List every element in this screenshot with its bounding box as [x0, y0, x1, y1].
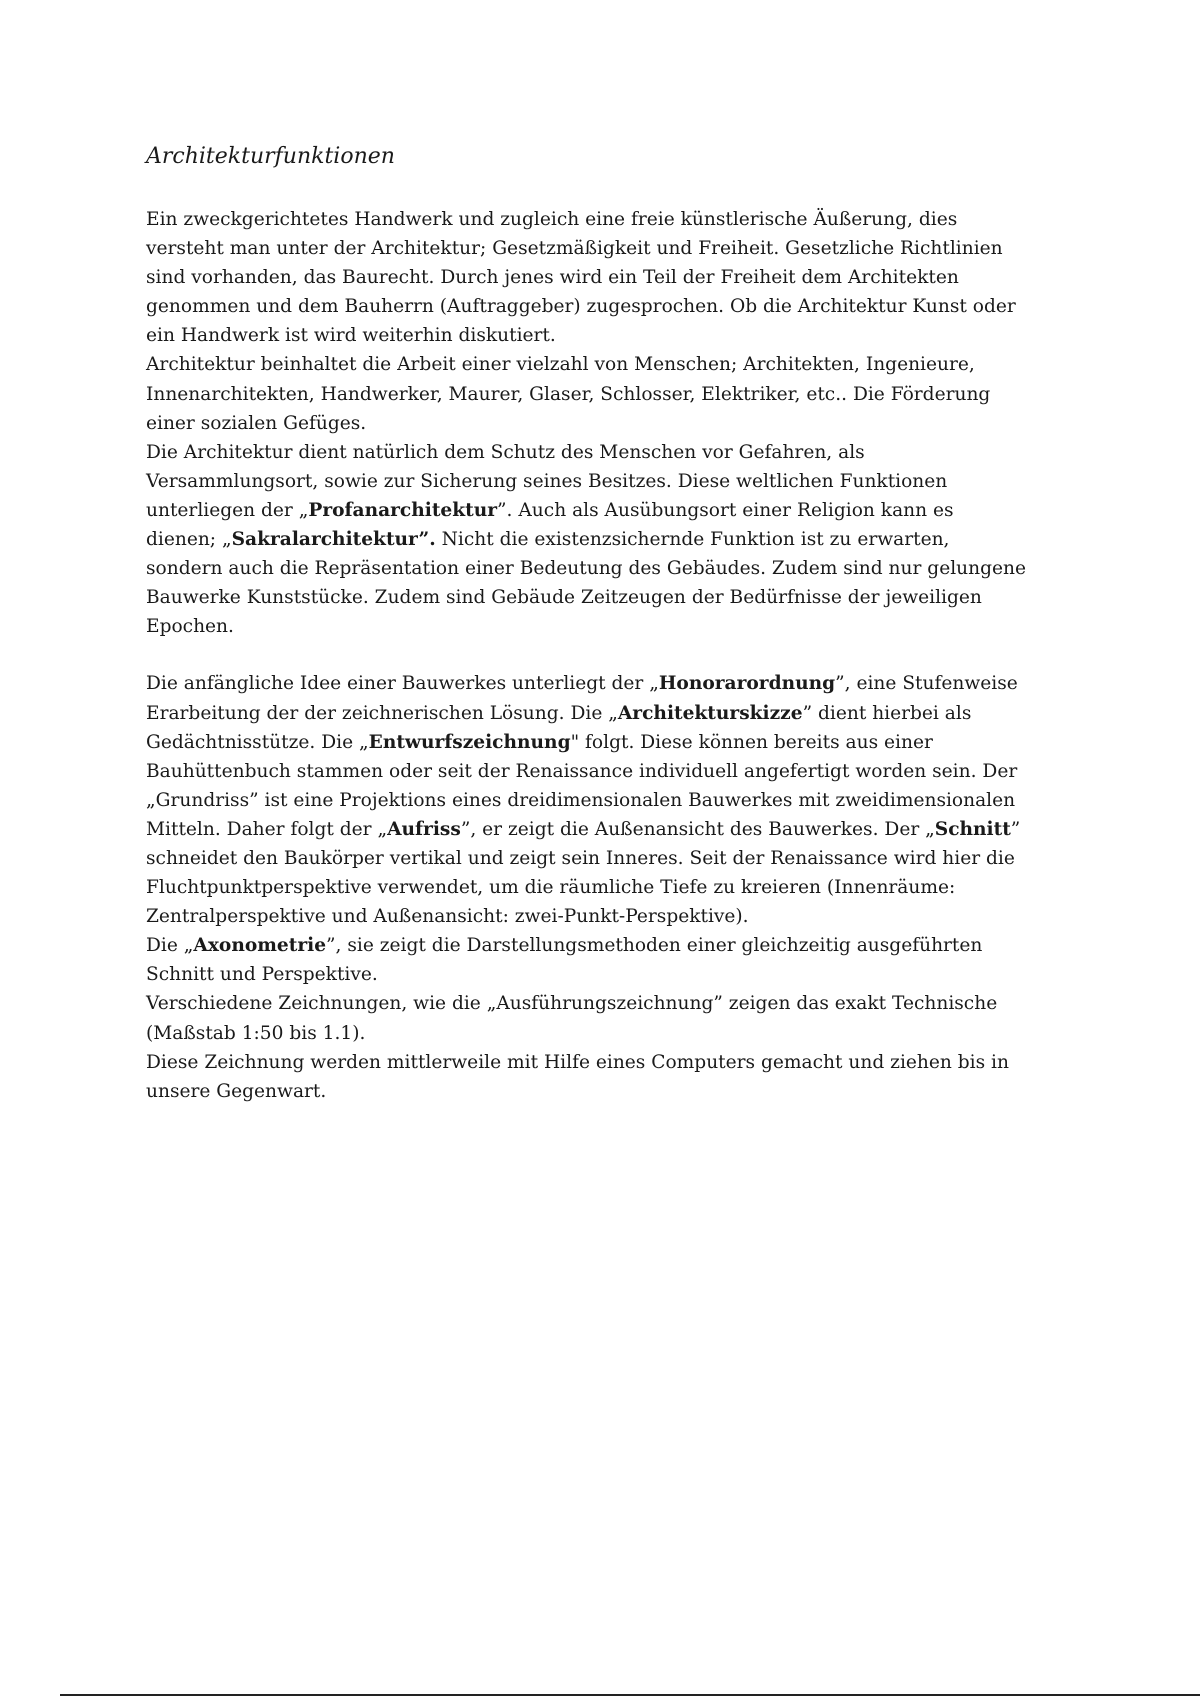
- text-span: Die „: [146, 935, 194, 957]
- text-span: ”, eine Stufenweise: [835, 673, 1018, 695]
- text-line: Versammlungsort, sowie zur Sicherung seines Besitzes. Diese weltlichen Funktionen: [146, 470, 948, 492]
- text-line: versteht man unter der Architektur; Gesetzmäßigkeit und Freiheit. Gesetzliche Richtlinien: [146, 238, 1003, 260]
- text-line: Die Architektur dient natürlich dem Schutz des Menschen vor Gefahren, als: [146, 441, 865, 463]
- text-span: ”, sie zeigt die Darstellungsmethoden einer gleichzeitig ausgeführten: [326, 935, 983, 957]
- paragraph-gap: [146, 641, 1076, 669]
- text-line: Bauhüttenbuch stammen oder seit der Renaissance individuell angefertigt worden sein. Der: [146, 760, 1018, 782]
- text-line: ein Handwerk ist wird weiterhin diskutiert.: [146, 325, 556, 347]
- text-span: ”: [1010, 818, 1021, 840]
- text-span: Erarbeitung der der zeichnerischen Lösung. Die „: [146, 702, 618, 724]
- term-sakralarchitektur: Sakralarchitektur”.: [231, 529, 436, 551]
- text-line: sondern auch die Repräsentation einer Bedeutung des Gebäudes. Zudem sind nur gelungene: [146, 558, 1026, 580]
- term-profanarchitektur: Profanarchitektur: [308, 499, 498, 521]
- text-line: unsere Gegenwart.: [146, 1080, 327, 1102]
- text-line: sind vorhanden, das Baurecht. Durch jenes wird ein Teil der Freiheit dem Architekten: [146, 267, 959, 289]
- text-line: [146, 669, 1076, 698]
- term-architekturskizze: Architekturskizze: [617, 702, 803, 724]
- text-line: Schnitt und Perspektive.: [146, 964, 378, 986]
- term-entwurfszeichnung: Entwurfszeichnung: [368, 731, 571, 753]
- term-honorarordnung: Honorarordnung: [658, 673, 836, 695]
- text-line: Architektur beinhaltet die Arbeit einer vielzahl von Menschen; Architekten, Ingenieure,: [146, 354, 975, 376]
- text-span: ”. Auch als Ausübungsort einer Religion kann es: [497, 499, 954, 521]
- document-body: [146, 205, 1076, 1106]
- document-title: Architekturfunktionen: [146, 144, 395, 169]
- text-line: schneidet den Baukörper vertikal und zeigt sein Inneres. Seit der Renaissance wird hier die: [146, 847, 1015, 869]
- text-line: Diese Zeichnung werden mittlerweile mit Hilfe eines Computers gemacht und ziehen bis in: [146, 1051, 1009, 1073]
- page-bottom-rule: [60, 1694, 1200, 1696]
- text-line: [146, 525, 1076, 554]
- term-aufriss: Aufriss: [387, 818, 461, 840]
- text-span: Die anfängliche Idee einer Bauwerkes unterliegt der „: [146, 673, 659, 695]
- text-line: Ein zweckgerichtetes Handwerk und zugleich eine freie künstlerische Äußerung, dies: [146, 209, 958, 230]
- text-span: " folgt. Diese können bereits aus einer: [570, 731, 933, 753]
- text-span: dienen; „: [146, 529, 232, 551]
- text-span: Nicht die existenzsichernde Funktion ist zu erwarten,: [435, 529, 950, 551]
- text-line: „Grundriss” ist eine Projektions eines dreidimensionalen Bauwerkes mit zweidimensionalen: [146, 789, 1016, 811]
- text-line: Zentralperspektive und Außenansicht: zwei-Punkt-Perspektive).: [146, 906, 749, 928]
- text-line: [146, 699, 1076, 728]
- text-span: unterliegen der „: [146, 499, 309, 521]
- text-span: Gedächtnisstütze. Die „: [146, 731, 369, 753]
- text-line: Bauwerke Kunststücke. Zudem sind Gebäude Zeitzeugen der Bedürfnisse der jeweiligen: [146, 587, 982, 609]
- text-line: genommen und dem Bauherrn (Auftraggeber) zugesprochen. Ob die Architektur Kunst oder: [146, 296, 1016, 318]
- text-line: einer sozialen Gefüges.: [146, 412, 367, 434]
- text-line: [146, 815, 1076, 844]
- text-span: ” dient hierbei als: [802, 702, 972, 724]
- term-axonometrie: Axonometrie: [193, 935, 327, 957]
- text-span: Mitteln. Daher folgt der „: [146, 818, 388, 840]
- text-span: ”, er zeigt die Außenansicht des Bauwerkes. Der „: [460, 818, 935, 840]
- text-line: [146, 931, 1076, 960]
- term-schnitt: Schnitt: [934, 818, 1011, 840]
- text-line: Innenarchitekten, Handwerker, Maurer, Glaser, Schlosser, Elektriker, etc.. Die Förderung: [146, 383, 991, 405]
- text-line: Verschiedene Zeichnungen, wie die „Ausführungszeichnung” zeigen das exakt Technische: [146, 993, 998, 1015]
- text-line: Fluchtpunktperspektive verwendet, um die räumliche Tiefe zu kreieren (Innenräume:: [146, 877, 956, 899]
- text-line: [146, 728, 1076, 757]
- text-line: [146, 496, 1076, 525]
- text-line: (Maßstab 1:50 bis 1.1).: [146, 1022, 366, 1044]
- text-line: Epochen.: [146, 616, 234, 638]
